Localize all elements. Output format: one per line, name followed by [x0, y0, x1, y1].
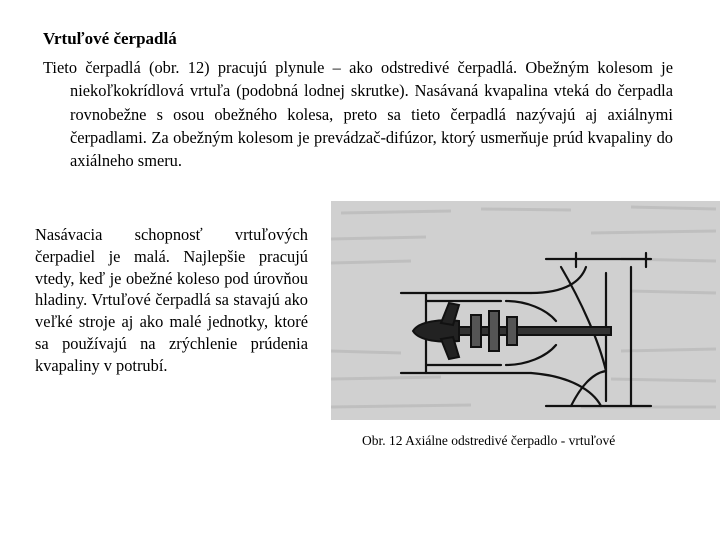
impeller — [413, 303, 611, 359]
section-title: Vrtuľové čerpadlá — [43, 29, 177, 48]
intro-paragraph: Tieto čerpadlá (obr. 12) pracujú plynule – ako odstredivé čerpadlá. Obežným kolesom je niekoľkokrídlová vrtuľa (podobná lodnej skrutke). Nasávaná kvapalina vteká do čerpadla rovnobežne s osou obežného kolesa, preto sa tieto čerpadlá nazývajú aj axiálnymi čerpadlami. Za obežným kolesom je prevádzač-difúzor, ktorý usmerňuje prúd kvapaliny do axiálneho smeru. — [43, 58, 673, 171]
side-paragraph: Nasávacia schopnosť vrtuľových čerpadiel je malá. Najlepšie pracujú vtedy, keď je obežné koleso pod úrovňou hladiny. Vrtuľové čerpadlá sa stavajú ako veľké stroje aj ako malé jednotky, ktoré sa používajú na zrýchlenie prúdenia kvapaliny v potrubí. — [35, 225, 308, 375]
pump-figure — [331, 201, 720, 420]
axial-pump-drawing — [331, 201, 720, 420]
scan-texture — [331, 207, 716, 407]
figure-caption: Obr. 12 Axiálne odstredivé čerpadlo - vrtuľové — [362, 433, 616, 448]
